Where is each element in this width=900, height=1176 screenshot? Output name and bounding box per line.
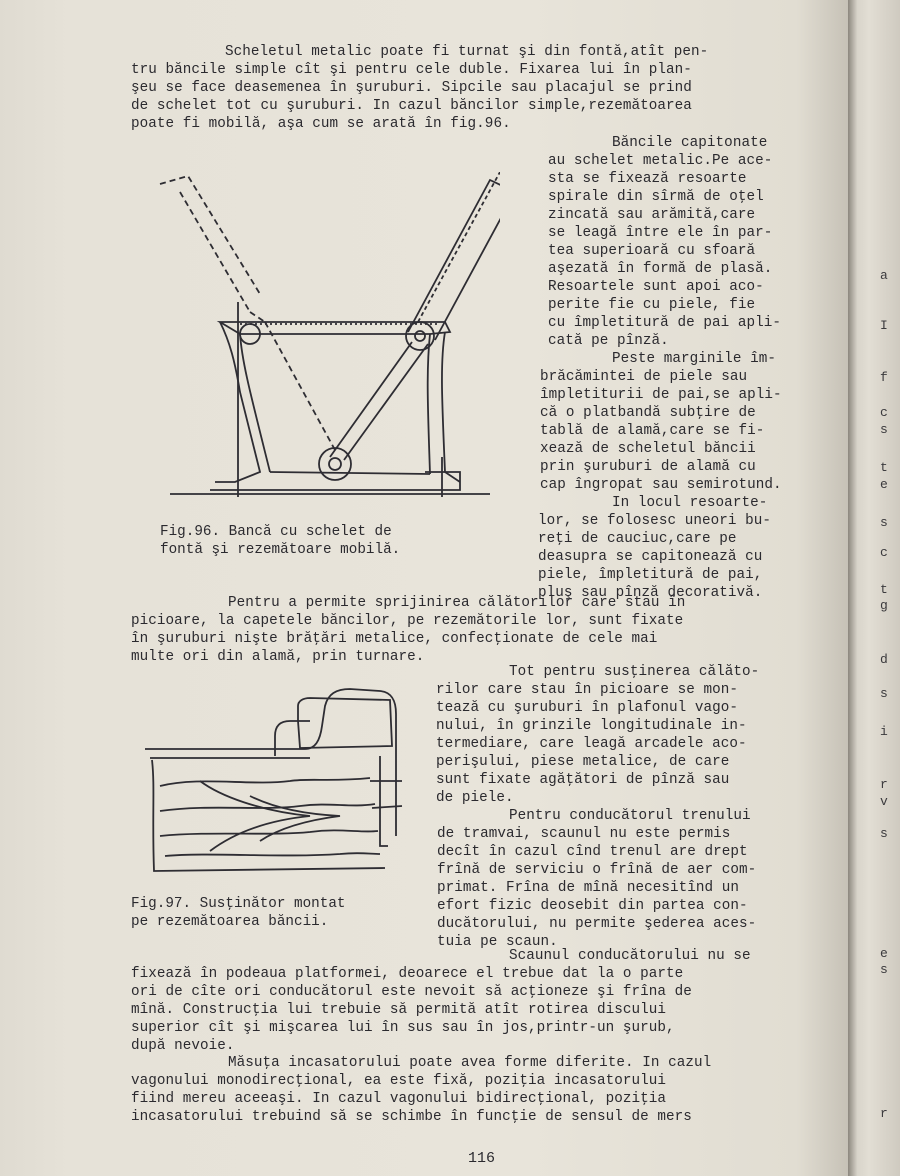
adjacent-page-fragment: a [880, 268, 888, 283]
text-line: piele, împletitură de pai, [538, 567, 763, 583]
figure-96-bench-drawing [150, 172, 500, 502]
text-line: nului, în grinzile longitudinale in- [436, 718, 747, 734]
adjacent-page-fragment: t [880, 582, 888, 597]
text-line: poate fi mobilă, aşa cum se arată în fig.96. [131, 116, 511, 132]
adjacent-page-fragment: I [880, 318, 888, 333]
text-line: prin şuruburi de alamă cu [540, 459, 756, 475]
text-line: Tot pentru susţinerea călăto- [509, 664, 760, 680]
text-line: spirale din sîrmă de oţel [548, 189, 764, 205]
text-line: Resoartele sunt apoi aco- [548, 279, 764, 295]
adjacent-page-fragment: i [880, 724, 888, 739]
text-line: efort fizic deosebit din partea con- [437, 898, 748, 914]
text-line: perişului, piese metalice, de care [436, 754, 730, 770]
text-line: frînă de serviciu o frînă de aer com- [437, 862, 757, 878]
text-line: multe ori din alamă, prin turnare. [131, 649, 425, 665]
adjacent-page-edge [848, 0, 900, 1176]
adjacent-page-fragment: f [880, 370, 888, 385]
text-line: perite fie cu piele, fie [548, 297, 756, 313]
adjacent-page-fragment: e [880, 946, 888, 961]
text-line: incasatorului trebuind să se schimbe în funcţie de sensul de mers [131, 1109, 692, 1125]
text-line: aşezată în formă de plasă. [548, 261, 773, 277]
text-line: reţi de cauciuc,care pe [538, 531, 737, 547]
text-line: şeu se face deasemenea în şuruburi. Sipcile sau placajul se prind [131, 80, 692, 96]
text-line: decît în cazul cînd trenul are drept [437, 844, 748, 860]
adjacent-page-fragment: d [880, 652, 888, 667]
adjacent-page-fragment: v [880, 794, 888, 809]
text-line: sunt fixate agăţători de pînză sau [436, 772, 730, 788]
text-line: se leagă între ele în par- [548, 225, 773, 241]
adjacent-page-fragment: r [880, 777, 888, 792]
text-line: termediare, care leagă arcadele aco- [436, 736, 747, 752]
text-line: de tramvai, scaunul nu este permis [437, 826, 731, 842]
text-line: tru băncile simple cît şi pentru cele duble. Fixarea lui în plan- [131, 62, 692, 78]
adjacent-page-fragment: c [880, 405, 888, 420]
adjacent-page-fragment: c [880, 545, 888, 560]
text-line: Scaunul conducătorului nu se [509, 948, 751, 964]
text-line: în şuruburi nişte brăţări metalice, confecţionate de cele mai [131, 631, 658, 647]
text-line: picioare, la capetele băncilor, pe rezemătorile lor, sunt fixate [131, 613, 684, 629]
figure-96-caption: Fig.96. Bancă cu schelet de [160, 524, 392, 540]
text-line: brăcămintei de piele sau [540, 369, 748, 385]
adjacent-page-fragment: s [880, 826, 888, 841]
text-line: tea superioară cu sfoară [548, 243, 756, 259]
figure-97-caption: Fig.97. Susţinător montat [131, 896, 346, 912]
text-line: superior cît şi mişcarea lui în sus sau în jos,printr-un şurub, [131, 1020, 675, 1036]
text-line: că o platbandă subţire de [540, 405, 756, 421]
adjacent-page-fragment: s [880, 515, 888, 530]
adjacent-page-fragment: s [880, 686, 888, 701]
text-line: de schelet tot cu şuruburi. In cazul băncilor simple,rezemătoarea [131, 98, 692, 114]
text-line: mînă. Construcţia lui trebuie să permită atît rotirea discului [131, 1002, 667, 1018]
text-line: cată pe pînză. [548, 333, 669, 349]
text-line: Pentru conducătorul trenului [509, 808, 751, 824]
text-line: au schelet metalic.Pe ace- [548, 153, 773, 169]
text-line: rilor care stau în picioare se mon- [436, 682, 739, 698]
text-line: Pentru a permite sprijinirea călătorilor care stau în [228, 595, 686, 611]
adjacent-page-fragment: g [880, 598, 888, 613]
text-line: tează cu şuruburi în plafonul vago- [436, 700, 739, 716]
figure-97-caption: pe rezemătoarea băncii. [131, 914, 329, 930]
text-line: cu împletitură de pai apli- [548, 315, 781, 331]
text-line: fixează în podeaua platformei, deoarece el trebue dat la o parte [131, 966, 684, 982]
figure-96-caption: fontă şi rezemătoare mobilă. [160, 542, 401, 558]
text-line: deasupra se capitonează cu [538, 549, 763, 565]
text-line: după nevoie. [131, 1038, 235, 1054]
text-line: zincată sau arămită,care [548, 207, 756, 223]
text-line: Scheletul metalic poate fi turnat şi din fontă,atît pen- [225, 44, 709, 60]
page-number: 116 [468, 1150, 496, 1167]
text-line: ducătorului, nu permite şederea aces- [437, 916, 757, 932]
text-line: Măsuţa incasatorului poate avea forme diferite. In cazul [228, 1055, 712, 1071]
adjacent-page-fragment: s [880, 422, 888, 437]
text-line: împletiturii de pai,se apli- [540, 387, 782, 403]
adjacent-page-fragment: e [880, 477, 888, 492]
text-line: lor, se folosesc uneori bu- [538, 513, 771, 529]
text-line: tuia pe scaun. [437, 934, 558, 950]
text-line: ori de cîte ori conducătorul este nevoit să acţioneze şi frîna de [131, 984, 692, 1000]
text-line: vagonului monodirecţional, ea este fixă, poziţia incasatorului [131, 1073, 667, 1089]
text-line: fiind mereu aceeaşi. In cazul vagonului bidirecţional, poziţia [131, 1091, 667, 1107]
adjacent-page-fragment: t [880, 460, 888, 475]
text-line: tablă de alamă,care se fi- [540, 423, 765, 439]
text-line: Peste marginile îm- [612, 351, 776, 367]
text-line: xează de scheletul băncii [540, 441, 756, 457]
text-line: In locul resoarte- [612, 495, 768, 511]
text-line: cap îngropat sau semirotund. [540, 477, 782, 493]
text-line: Băncile capitonate [612, 135, 768, 151]
adjacent-page-fragment: s [880, 962, 888, 977]
text-line: pluş sau pînză decorativă. [538, 585, 763, 601]
adjacent-page-fragment: r [880, 1106, 888, 1121]
text-line: de piele. [436, 790, 514, 806]
text-line: primat. Frîna de mînă necesitînd un [437, 880, 740, 896]
text-line: sta se fixează resoarte [548, 171, 747, 187]
figure-97-support-drawing [140, 686, 410, 886]
